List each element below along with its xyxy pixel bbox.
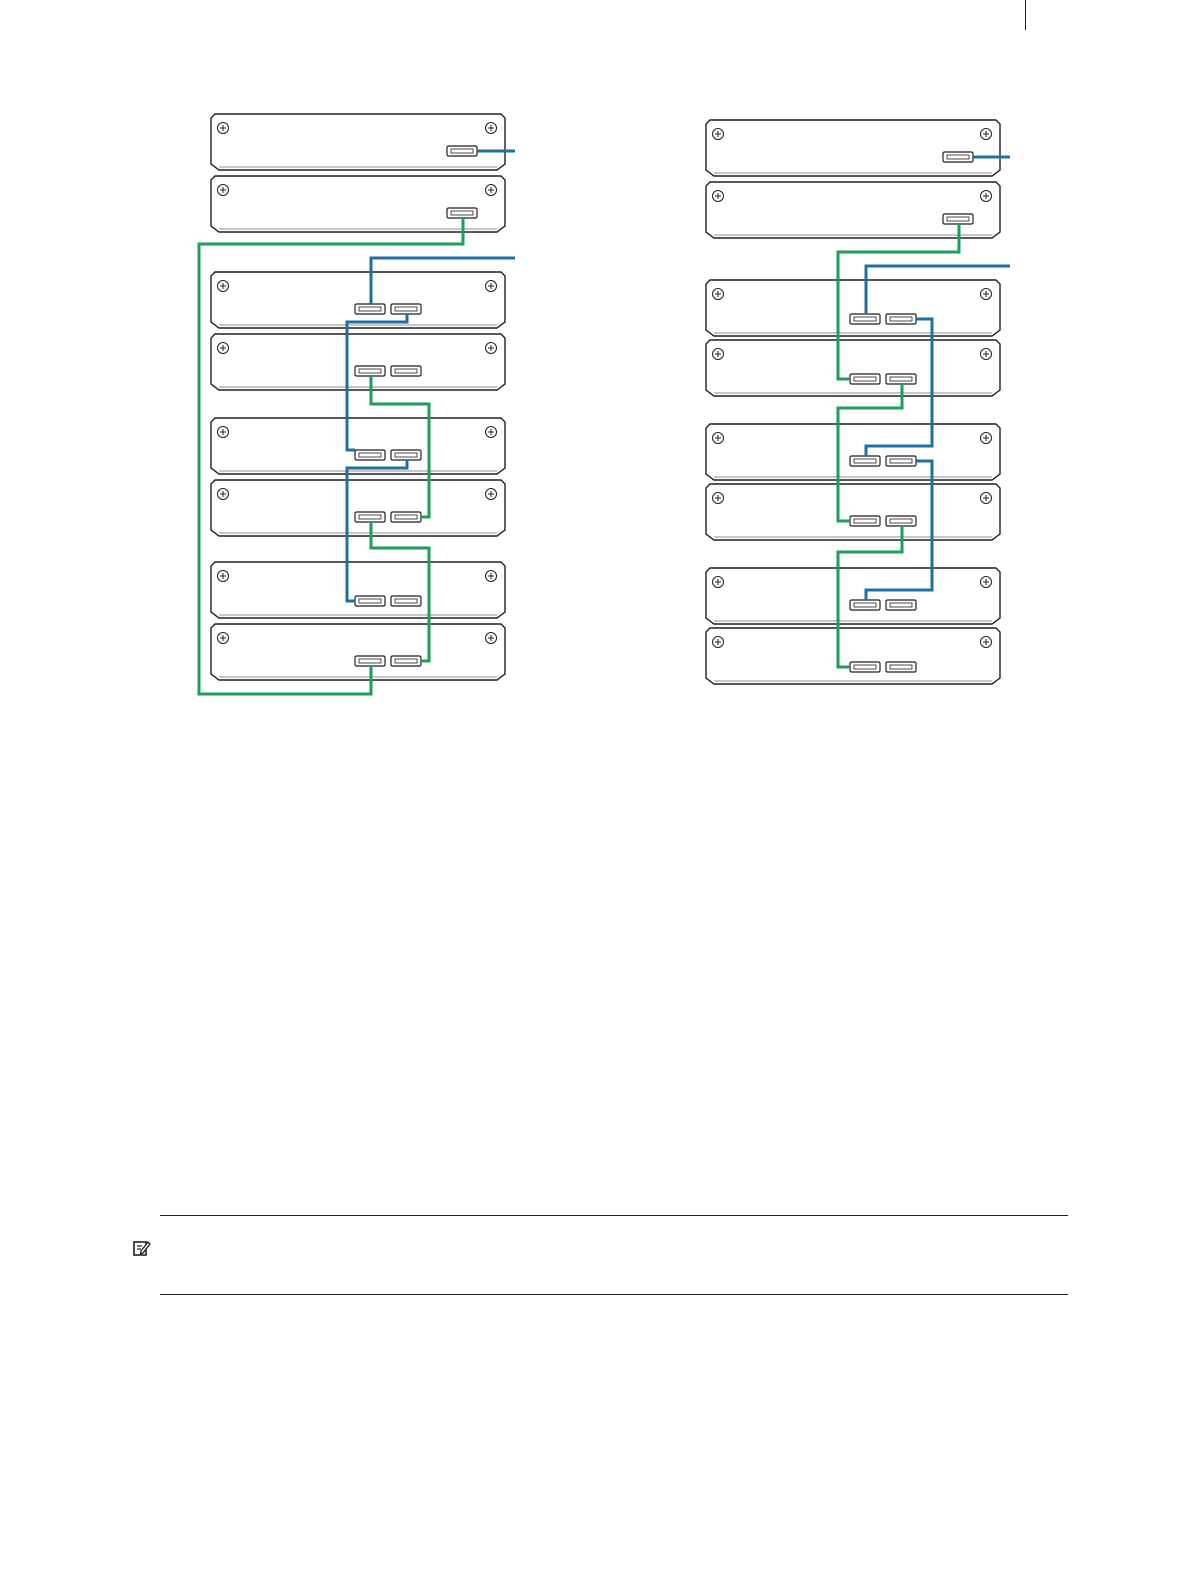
thumbscrew-icon — [218, 489, 229, 500]
thumbscrew-icon — [981, 289, 992, 300]
sas-port-icon — [850, 600, 880, 610]
sas-port-icon — [391, 450, 421, 460]
sas-port-icon — [850, 662, 880, 672]
thumbscrew-icon — [218, 633, 229, 644]
thumbscrew-icon — [218, 343, 229, 354]
sas-port-icon — [355, 450, 385, 460]
drive-io-module — [706, 280, 1000, 336]
thumbscrew-icon — [981, 129, 992, 140]
thumbscrew-icon — [713, 129, 724, 140]
sas-port-icon — [850, 516, 880, 526]
thumbscrew-icon — [713, 433, 724, 444]
controller-module — [706, 120, 1000, 176]
drive-io-module — [706, 568, 1000, 624]
drive-io-module — [211, 562, 505, 618]
sas-port-icon — [391, 512, 421, 522]
thumbscrew-icon — [486, 571, 497, 582]
controller-module — [211, 114, 505, 170]
sas-port-icon — [850, 314, 880, 324]
note-rule-bottom — [160, 1294, 1068, 1295]
sas-port-icon — [850, 456, 880, 466]
drive-io-module — [706, 424, 1000, 480]
sas-port-icon — [943, 214, 973, 224]
sas-port-icon — [355, 366, 385, 376]
sas-port-icon — [447, 146, 477, 156]
thumbscrew-icon — [713, 191, 724, 202]
drive-io-module — [211, 480, 505, 536]
thumbscrew-icon — [486, 633, 497, 644]
sas-port-icon — [355, 512, 385, 522]
sas-port-icon — [886, 600, 916, 610]
thumbscrew-icon — [218, 123, 229, 134]
thumbscrew-icon — [218, 185, 229, 196]
thumbscrew-icon — [981, 191, 992, 202]
thumbscrew-icon — [713, 349, 724, 360]
sas-port-icon — [355, 304, 385, 314]
important-note-icon — [133, 1239, 151, 1257]
sas-port-icon — [850, 374, 880, 384]
thumbscrew-icon — [713, 637, 724, 648]
thumbscrew-icon — [486, 185, 497, 196]
thumbscrew-icon — [218, 281, 229, 292]
drive-io-module — [211, 334, 505, 390]
cabling-diagram-right-svg — [700, 116, 1010, 696]
sas-port-icon — [886, 314, 916, 324]
thumbscrew-icon — [486, 343, 497, 354]
drive-io-module — [211, 624, 505, 680]
cabling-diagram-left-svg — [195, 110, 515, 700]
sas-port-icon — [391, 656, 421, 666]
thumbscrew-icon — [486, 281, 497, 292]
important-note — [128, 1215, 1068, 1305]
thumbscrew-icon — [981, 493, 992, 504]
thumbscrew-icon — [486, 489, 497, 500]
drive-io-module — [211, 272, 505, 328]
sas-port-icon — [886, 374, 916, 384]
thumbscrew-icon — [713, 493, 724, 504]
drive-io-module — [211, 418, 505, 474]
enclosure-group-right — [706, 120, 1000, 684]
thumbscrew-icon — [981, 637, 992, 648]
thumbscrew-icon — [218, 571, 229, 582]
sas-port-icon — [355, 596, 385, 606]
sas-port-icon — [886, 516, 916, 526]
drive-io-module — [706, 484, 1000, 540]
controller-module — [211, 176, 505, 232]
sas-port-icon — [886, 662, 916, 672]
sas-port-icon — [391, 596, 421, 606]
thumbscrew-icon — [981, 433, 992, 444]
sas-port-icon — [886, 456, 916, 466]
sas-port-icon — [943, 152, 973, 162]
thumbscrew-icon — [713, 577, 724, 588]
cabling-diagram-right — [700, 116, 1010, 696]
thumbscrew-icon — [713, 289, 724, 300]
sas-port-icon — [355, 656, 385, 666]
note-rule-top — [160, 1215, 1068, 1216]
thumbscrew-icon — [981, 577, 992, 588]
controller-module — [706, 182, 1000, 238]
drive-io-module — [706, 340, 1000, 396]
thumbscrew-icon — [486, 427, 497, 438]
thumbscrew-icon — [486, 123, 497, 134]
sas-port-icon — [391, 304, 421, 314]
thumbscrew-icon — [981, 349, 992, 360]
cabling-diagram-left — [195, 110, 515, 700]
sas-port-icon — [447, 208, 477, 218]
sas-port-icon — [391, 366, 421, 376]
page-corner-rule — [1025, 0, 1027, 30]
thumbscrew-icon — [218, 427, 229, 438]
drive-io-module — [706, 628, 1000, 684]
enclosure-group-left — [211, 114, 505, 680]
